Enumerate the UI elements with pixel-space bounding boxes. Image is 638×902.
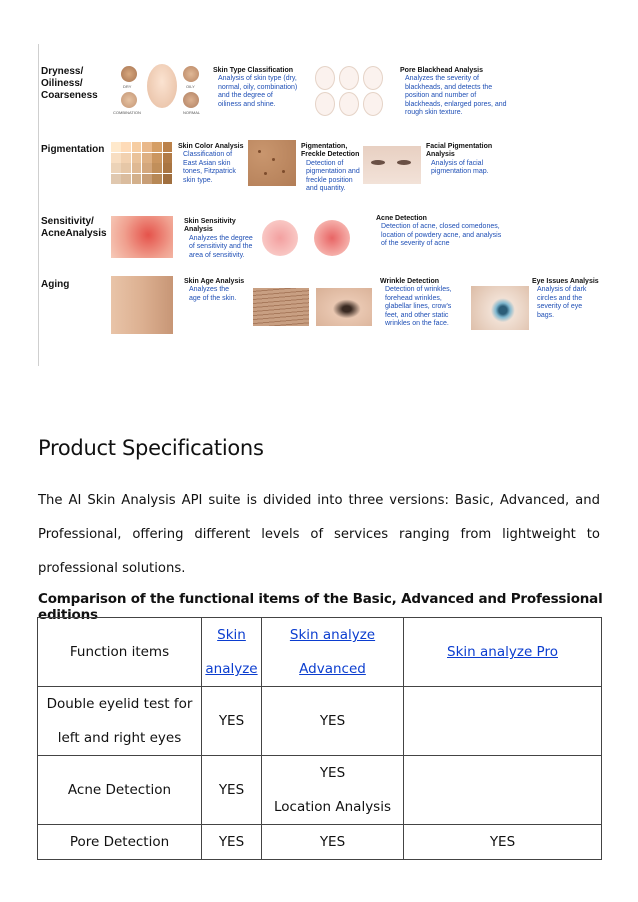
cell-basic: YES	[202, 825, 262, 860]
intro-paragraph: The AI Skin Analysis API suite is divided into three versions: Basic, Advanced, and Professional, offering different levels of services ranging from lightweight to professional solutions.	[38, 493, 600, 576]
table-row	[38, 756, 602, 825]
eye-wrinkle-photo	[316, 288, 372, 326]
header-pro	[404, 618, 602, 687]
skin-tone-swatch	[121, 174, 131, 184]
skin-color-swatches	[111, 142, 173, 184]
skin-tone-swatch	[132, 163, 142, 173]
cell-basic: YES	[202, 687, 262, 756]
cell-function: Double eyelid test for left and right eyes	[38, 687, 202, 756]
cell-advanced-note: Location Analysis	[273, 799, 391, 815]
skin-tone-swatch	[111, 163, 121, 173]
skin-age-photo	[111, 276, 173, 334]
cell-advanced: YES	[262, 825, 404, 860]
link-skin-analyze-pro[interactable]: Skin analyze Pro	[447, 644, 558, 660]
acne-diagram	[260, 214, 360, 260]
category-aging: Aging	[41, 279, 70, 290]
table-row	[38, 687, 602, 756]
skin-tone-swatch	[163, 174, 173, 184]
wrinkle-photo	[253, 288, 309, 326]
feature-sensitivity: Skin Sensitivity Analysis Analyzes the degree of sensitivity and the area of sensitivity.	[184, 218, 253, 259]
category-dryness: Dryness/ Oiliness/ Coarseness	[41, 66, 98, 101]
table-header-row	[38, 618, 602, 687]
skin-tone-swatch	[121, 163, 131, 173]
skin-tone-swatch	[163, 163, 173, 173]
skin-tone-swatch	[142, 174, 152, 184]
skin-tone-swatch	[152, 163, 162, 173]
eye-issues-photo	[471, 286, 529, 330]
section-title: Product Specifications	[38, 436, 264, 460]
freckle-photo	[248, 140, 296, 186]
comparison-table	[37, 617, 602, 860]
category-pigmentation: Pigmentation	[41, 144, 105, 155]
cell-advanced	[262, 756, 404, 825]
skin-tone-swatch	[152, 174, 162, 184]
skin-tone-swatch	[132, 142, 142, 152]
table-row	[38, 825, 602, 860]
feature-acne: Acne Detection Detection of acne, closed comedones, location of powdery acne, and analysis of the severity of acne	[376, 215, 502, 248]
category-sensitivity: Sensitivity/ AcneAnalysis	[41, 216, 107, 239]
skin-tone-swatch	[132, 153, 142, 163]
feature-pore-blackhead: Pore Blackhead Analysis Analyzes the severity of blackheads, and detects the position and number of blackheads, enlarged pores, and rough skin texture.	[400, 67, 507, 117]
skin-tone-swatch	[111, 142, 121, 152]
header-basic	[202, 618, 262, 687]
cell-pro	[404, 687, 602, 756]
skin-tone-swatch	[152, 142, 162, 152]
skin-type-photo: DRY OILY COMBINATION NORMAL	[113, 58, 213, 116]
pore-diagram	[313, 62, 383, 118]
skin-tone-swatch	[132, 174, 142, 184]
cell-pro: YES	[404, 825, 602, 860]
skin-tone-swatch	[111, 174, 121, 184]
feature-skin-type: Skin Type Classification Analysis of skin type (dry, normal, oily, combination) and the degree of oiliness and shine.	[213, 67, 298, 108]
facial-pigmentation-photo	[363, 146, 421, 184]
skin-tone-swatch	[121, 153, 131, 163]
header-advanced	[262, 618, 404, 687]
feature-skin-color: Skin Color Analysis Classification of East Asian skin tones, Fitzpatrick skin type.	[178, 143, 244, 184]
cell-advanced-yes: YES	[319, 765, 346, 781]
skin-analysis-infographic	[38, 44, 606, 366]
cell-advanced: YES	[262, 687, 404, 756]
skin-tone-swatch	[152, 153, 162, 163]
skin-tone-swatch	[142, 163, 152, 173]
feature-eye-issues: Eye Issues Analysis Analysis of dark circles and the severity of eye bags.	[532, 278, 599, 319]
skin-tone-swatch	[142, 153, 152, 163]
skin-tone-swatch	[142, 142, 152, 152]
skin-tone-swatch	[111, 153, 121, 163]
skin-tone-swatch	[163, 142, 173, 152]
cell-function: Acne Detection	[38, 756, 202, 825]
feature-facial-pigmentation: Facial Pigmentation Analysis Analysis of facial pigmentation map.	[426, 143, 493, 176]
header-function-items: Function items	[38, 618, 202, 687]
feature-skin-age: Skin Age Analysis Analyzes the age of the skin.	[184, 278, 245, 302]
figure-left-rule	[38, 44, 39, 366]
cell-basic: YES	[202, 756, 262, 825]
cell-pro	[404, 756, 602, 825]
comparison-title: Comparison of the functional items of the Basic, Advanced and Professional editions	[38, 591, 603, 623]
sensitivity-photo	[111, 216, 173, 258]
link-skin-analyze-advanced[interactable]: Skin analyze Advanced	[289, 627, 376, 677]
link-skin-analyze[interactable]: Skin analyze	[205, 627, 258, 677]
feature-freckle: Pigmentation, Freckle Detection Detection of pigmentation and freckle position and quantity.	[301, 143, 360, 193]
cell-function: Pore Detection	[38, 825, 202, 860]
skin-tone-swatch	[163, 153, 173, 163]
skin-tone-swatch	[121, 142, 131, 152]
feature-wrinkle: Wrinkle Detection Detection of wrinkles, forehead wrinkles, glabellar lines, crow's feet, and other static wrinkles on the face.	[380, 278, 452, 328]
